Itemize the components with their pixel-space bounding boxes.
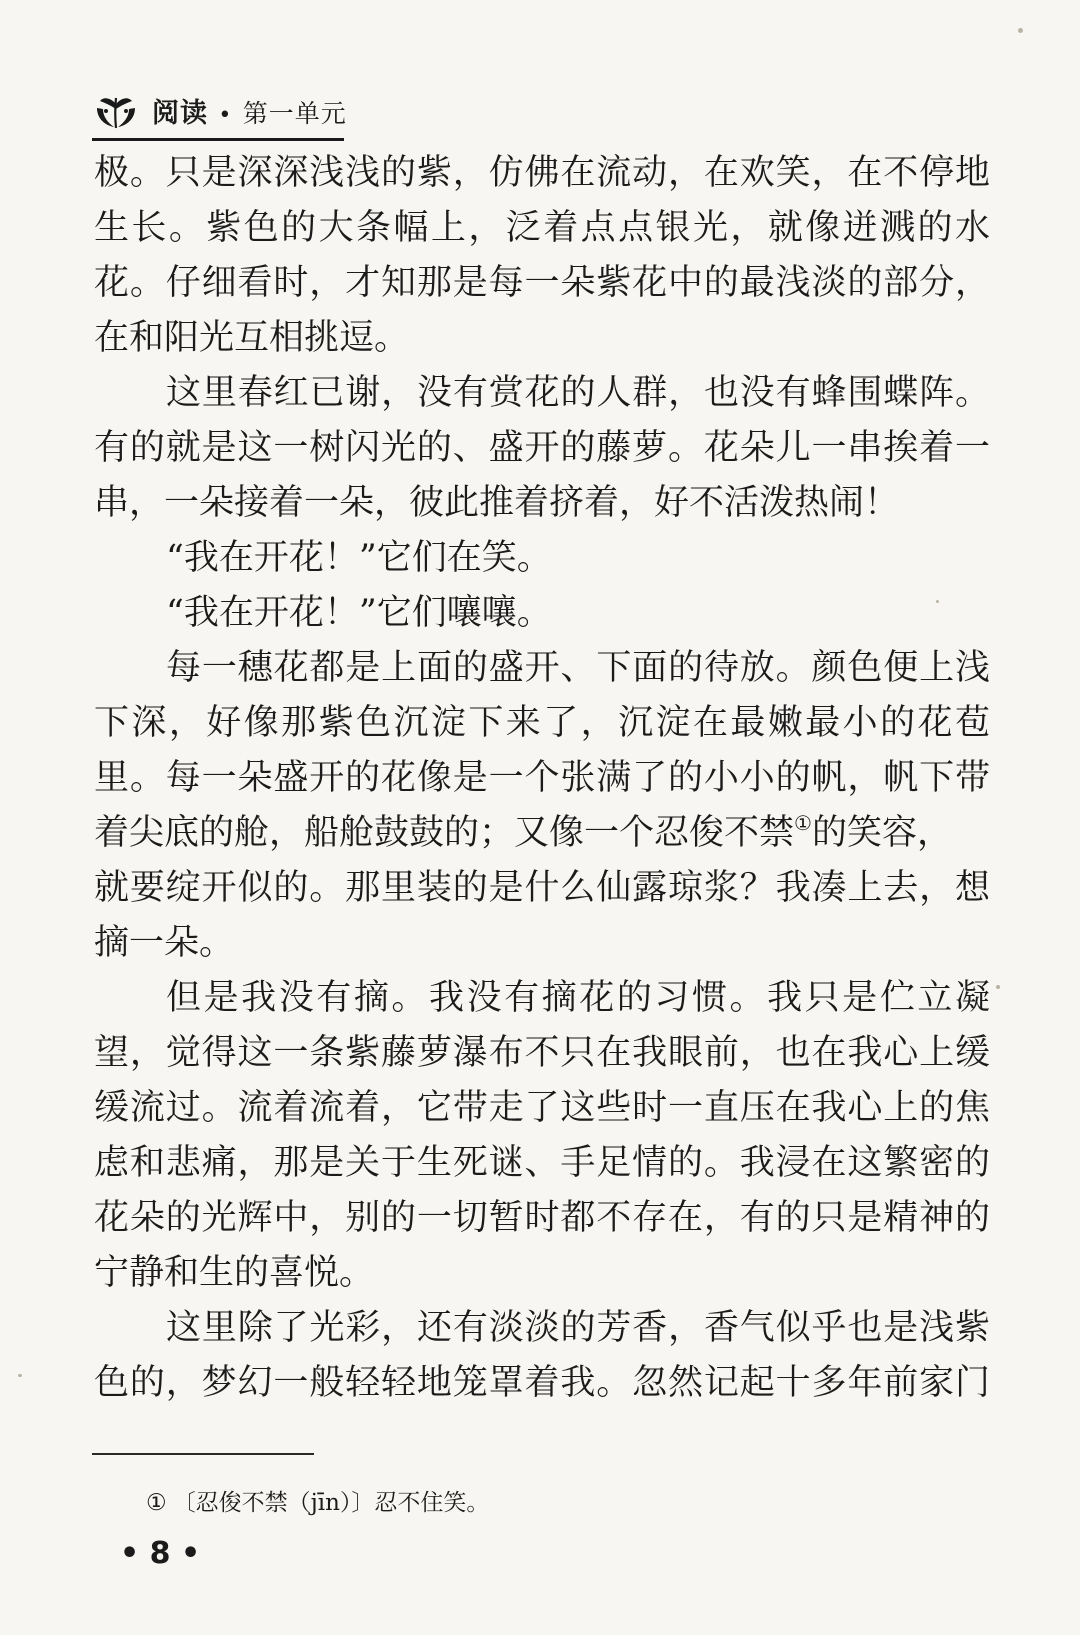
text-line xyxy=(94,806,990,861)
footnote-divider xyxy=(92,1453,314,1455)
text-line: 下深，好像那紫色沉淀下来了，沉淀在最嫩最小的花苞 xyxy=(94,703,990,743)
text-line: 虑和悲痛，那是关于生死谜、手足情的。我浸在这繁密的 xyxy=(94,1143,990,1183)
header-title xyxy=(152,98,347,132)
text-line: “我在开花！”它们嚷嚷。 xyxy=(166,593,552,633)
text-line: 望，觉得这一条紫藤萝瀑布不只在我眼前，也在我心上缓 xyxy=(94,1033,990,1073)
text-line: 这里春红已谢，没有赏花的人群，也没有蜂围蝶阵。 xyxy=(166,373,990,413)
header-unit-label: 第一单元 xyxy=(242,99,347,128)
footnote-text: 〔忍俊不禁（jīn）〕忍不住笑。 xyxy=(172,1490,490,1516)
text-line: 宁静和生的喜悦。 xyxy=(94,1253,375,1293)
text-line: “我在开花！”它们在笑。 xyxy=(166,538,552,578)
paper-speck xyxy=(1018,28,1023,33)
text-line: 极。只是深深浅浅的紫，仿佛在流动，在欢笑，在不停地 xyxy=(94,153,990,193)
paper-speck xyxy=(996,985,1000,989)
text-line: 缓流过。流着流着，它带走了这些时一直压在我心上的焦 xyxy=(94,1088,990,1128)
text-line: 每一穗花都是上面的盛开、下面的待放。颜色便上浅 xyxy=(166,648,990,688)
text-line: 有的就是这一树闪光的、盛开的藤萝。花朵儿一串挨着一 xyxy=(94,428,990,468)
text-line: 在和阳光互相挑逗。 xyxy=(94,318,410,358)
text-line: 花朵的光辉中，别的一切暂时都不存在，有的只是精神的 xyxy=(94,1198,990,1238)
text-line: 里。每一朵盛开的花像是一个张满了的小小的帆，帆下带 xyxy=(94,758,990,798)
running-header xyxy=(92,92,347,141)
text-segment: 的笑容， xyxy=(811,813,952,853)
page-number: • 8 • xyxy=(120,1536,201,1571)
text-line: 摘一朵。 xyxy=(94,923,235,963)
text-line: 串，一朵接着一朵，彼此推着挤着，好不活泼热闹！ xyxy=(94,483,900,523)
footnote xyxy=(146,1488,489,1518)
text-line: 生长。紫色的大条幅上，泛着点点银光，就像迸溅的水 xyxy=(94,208,990,248)
leaf-hands-logo-icon xyxy=(94,94,138,130)
text-line: 但是我没有摘。我没有摘花的习惯。我只是伫立凝 xyxy=(166,978,990,1018)
paper-speck xyxy=(18,1374,22,1377)
header-section-label: 阅读 xyxy=(152,98,208,129)
header-separator: • xyxy=(218,103,233,128)
text-line: 色的，梦幻一般轻轻地笼罩着我。忽然记起十多年前家门 xyxy=(94,1363,990,1403)
text-line: 就要绽开似的。那里装的是什么仙露琼浆？我凑上去，想 xyxy=(94,868,990,908)
paper-speck xyxy=(936,600,939,603)
text-segment: 着尖底的舱，船舱鼓鼓的；又像一个忍俊不禁 xyxy=(94,813,795,853)
body-text xyxy=(94,146,990,1411)
footnote-reference: ① xyxy=(794,811,812,835)
text-line: 花。仔细看时，才知那是每一朵紫花中的最浅淡的部分， xyxy=(94,263,990,303)
text-line: 这里除了光彩，还有淡淡的芳香，香气似乎也是浅紫 xyxy=(166,1308,990,1348)
footnote-mark: ① xyxy=(146,1490,167,1516)
